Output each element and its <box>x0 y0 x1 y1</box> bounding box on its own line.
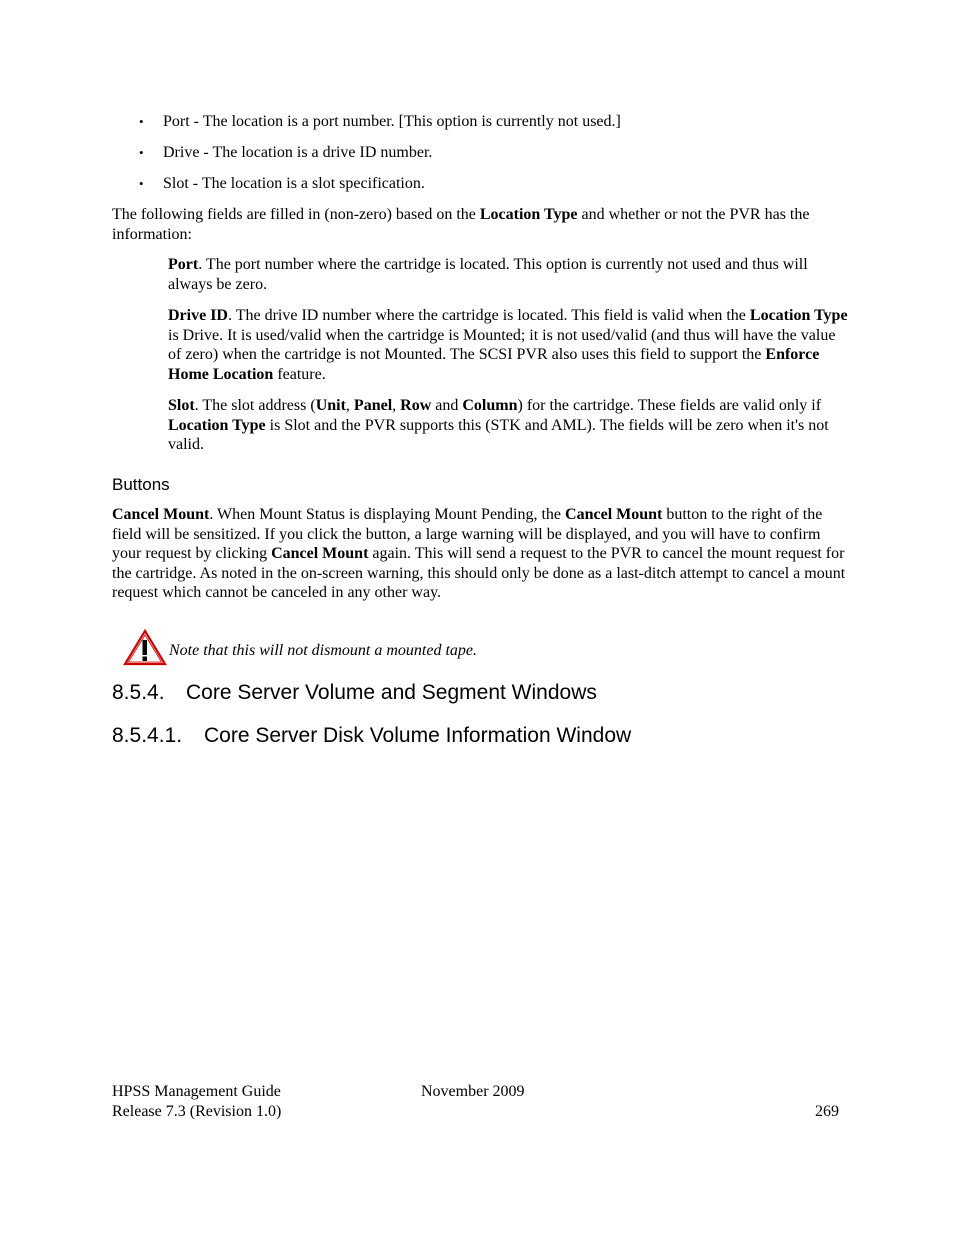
buttons-heading: Buttons <box>112 475 170 494</box>
bullet-glyph: • <box>139 145 144 160</box>
note-text: Note that this will not dismount a mounted tape. <box>169 642 477 659</box>
cancel-mount-text: button to the right of the field will be sensitized. If you click the button, a large warning will be displayed, and you will have to confirm your request by clicking <box>112 506 823 563</box>
cancel-mount-label: Cancel Mount <box>112 506 210 523</box>
footer-date: November 2009 <box>421 1083 525 1100</box>
section-heading-8-5-4-1 <box>112 724 631 748</box>
section-heading-8-5-4 <box>112 681 597 705</box>
cancel-mount-paragraph <box>112 505 847 603</box>
footer-page-number: 269 <box>815 1103 839 1120</box>
field-port-text: . The port number where the cartridge is located. This option is currently not used and thus will always be zero. <box>168 256 808 293</box>
field-drive-text: feature. <box>273 365 326 383</box>
warning-icon <box>123 629 167 667</box>
intro-text: and whether or not the PVR has the information: <box>112 206 810 243</box>
bullet-glyph: • <box>139 176 144 191</box>
field-slot-bold: Column <box>462 397 518 414</box>
field-slot-bold: Panel <box>353 397 393 414</box>
bullet-item-port: Port - The location is a port number. [This option is currently not used.] <box>163 113 621 130</box>
field-slot-text: ) for the cartridge. These fields are valid only if <box>517 397 822 414</box>
intro-bold: Location Type <box>479 206 578 223</box>
field-slot-text: , <box>345 397 354 414</box>
bullet-item-slot: Slot - The location is a slot specification. <box>163 175 425 192</box>
bullet-item-drive: Drive - The location is a drive ID number. <box>163 144 433 161</box>
field-slot-label: Slot <box>168 397 195 414</box>
section-title: Core Server Disk Volume Information Window <box>204 724 632 747</box>
field-slot-text: and <box>431 397 463 414</box>
field-port-description <box>168 255 848 294</box>
field-slot-text: . The slot address ( <box>194 397 316 414</box>
intro-text: The following fields are filled in (non-zero) based on the <box>112 206 480 223</box>
cancel-mount-bold: Cancel Mount <box>565 506 663 523</box>
field-drive-description <box>168 306 848 384</box>
section-number: 8.5.4.1. <box>112 724 183 747</box>
field-drive-bold: Enforce Home Location <box>168 346 820 383</box>
intro-paragraph <box>112 205 847 244</box>
section-title: Core Server Volume and Segment Windows <box>186 681 597 704</box>
field-port-label: Port <box>168 256 199 273</box>
bullet-glyph: • <box>139 114 144 129</box>
field-slot-bold: Unit <box>315 397 346 414</box>
field-drive-text: is Drive. It is used/valid when the cartridge is Mounted; it is not used/valid (and thus will have the value of zero) when the cartridge is not Mounted. The SCSI PVR also uses this field to support the <box>168 326 836 364</box>
footer-guide-title: HPSS Management Guide <box>112 1083 281 1100</box>
field-slot-text: , <box>392 397 401 414</box>
field-slot-bold: Row <box>400 397 432 414</box>
field-drive-label: Drive ID <box>168 307 228 324</box>
field-slot-text: is Slot and the PVR supports this (STK and AML). The fields will be zero when it's not valid. <box>168 416 829 454</box>
section-number: 8.5.4. <box>112 681 165 704</box>
footer-release: Release 7.3 (Revision 1.0) <box>112 1103 282 1120</box>
field-drive-bold: Location Type <box>749 307 848 324</box>
cancel-mount-text: again. This will send a request to the PVR to cancel the mount request for the cartridge. As noted in the on-screen warning, this should only be done as a last-ditch attempt to cancel a mount request which cannot be canceled in any other way. <box>112 545 846 602</box>
field-slot-bold: Location Type <box>168 416 266 434</box>
field-drive-text: . The drive ID number where the cartridge is located. This field is valid when the <box>227 307 750 324</box>
cancel-mount-text: . When Mount Status is displaying Mount Pending, the <box>209 506 566 523</box>
field-slot-description <box>168 396 848 455</box>
cancel-mount-bold: Cancel Mount <box>271 545 369 563</box>
